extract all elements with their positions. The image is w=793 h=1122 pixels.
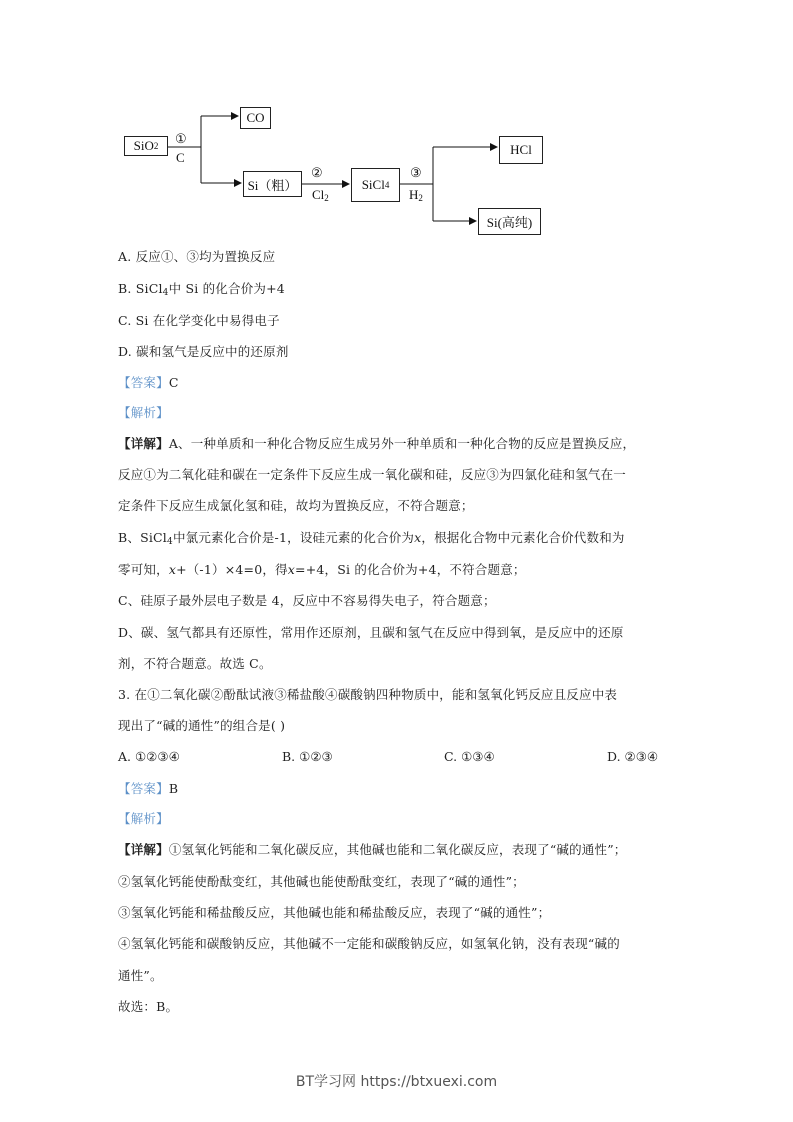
q2-b2-var1: x <box>168 562 177 577</box>
q2-analysis-label: 【解析】 <box>118 405 169 420</box>
q2-option-d: D. 碳和氢气是反应中的还原剂 <box>118 344 289 359</box>
q3-answer <box>118 781 178 797</box>
q2-b-prefix: B、SiCl <box>118 530 168 545</box>
box-si-crude <box>243 171 302 197</box>
q3-option-b: B. ①②③ <box>282 749 333 764</box>
q2-option-a: A. 反应①、③均为置换反应 <box>118 249 276 264</box>
q2-b-var: x <box>414 530 422 545</box>
q2-detail-text-1: A、一种单质和一种化合物反应生成另外一种单质和一种化合物的反应是置换反应， <box>168 436 636 451</box>
q3-option-a: A. ①②③④ <box>118 749 180 764</box>
q2-detail-label: 【详解】 <box>118 436 169 451</box>
q2-option-b-suffix: 中 Si 的化合价为+4 <box>168 281 285 296</box>
q2-b2-var2: x <box>287 562 296 577</box>
step3-reagent-sub: 2 <box>418 193 423 203</box>
q2-detail-d-line-1: D、碳、氢气都具有还原性，常用作还原剂，且碳和氢气在反应中得到氧，是反应中的还原 <box>118 625 624 640</box>
hcl-text: HCl <box>510 142 532 157</box>
q2-b-suffix: ，根据化合物中元素化合价代数和为 <box>421 530 625 545</box>
q2-detail-b-line-1 <box>118 530 625 546</box>
step2-reagent-text: Cl <box>312 187 325 202</box>
q3-answer-value: B <box>168 781 179 796</box>
box-hcl <box>499 136 543 164</box>
q3-detail-line-2: ②氢氧化钙能使酚酞变红，其他碱也能使酚酞变红，表现了“碱的通性”； <box>118 874 525 889</box>
q2-detail-line-1 <box>118 436 635 452</box>
q3-detail-line-6: 故选：B。 <box>118 999 179 1014</box>
q2-b-sub: 4 <box>167 537 173 547</box>
step1-reagent: C <box>176 150 185 165</box>
step2-reagent-sub: 2 <box>324 193 329 203</box>
si-pure-text: Si(高纯) <box>486 215 533 230</box>
step1-number: ① <box>175 131 187 146</box>
sio2-text: SiO <box>133 138 154 153</box>
step3-number: ③ <box>410 165 422 180</box>
step3-reagent <box>409 187 423 203</box>
reaction-flow-diagram <box>0 0 793 250</box>
q3-detail-line-5: 通性”。 <box>118 968 163 983</box>
q2-detail-line-2: 反应①为二氧化硅和碳在一定条件下反应生成一氧化碳和硅，反应③为四氯化硅和氢气在一 <box>118 467 627 482</box>
q2-detail-d-line-2: 剂，不符合题意。故选 C。 <box>118 656 272 671</box>
q3-answer-label: 【答案】 <box>118 781 169 796</box>
box-sicl4: SiCl 4 <box>351 168 400 202</box>
co-text: CO <box>246 110 265 125</box>
q3-option-d: D. ②③④ <box>607 749 659 764</box>
q2-option-c: C. Si 在化学变化中易得电子 <box>118 313 280 328</box>
q2-answer <box>118 375 179 391</box>
q3-detail-label: 【详解】 <box>118 842 169 857</box>
q2-detail-b-line-2 <box>118 562 526 578</box>
diagram-connectors <box>0 0 793 250</box>
q2-b2-prefix: 零可知， <box>118 562 169 577</box>
q2-option-b-sub: 4 <box>162 288 169 298</box>
si-crude-text: Si（粗） <box>247 177 298 193</box>
q2-option-b <box>118 281 285 297</box>
q3-analysis-label: 【解析】 <box>118 811 169 826</box>
box-sio2: SiO 2 <box>124 136 168 156</box>
q3-stem-line-2: 现出了“碱的通性”的组合是( ) <box>118 718 286 733</box>
q3-detail-line-4: ④氢氧化钙能和碳酸钠反应，其他碱不一定能和碳酸钠反应，如氢氧化钠，没有表现“碱的 <box>118 936 620 951</box>
q2-b2-suffix: =+4，Si 的化合价为+4，不符合题意； <box>295 562 526 577</box>
q2-b-mid: 中氯元素化合价是-1，设硅元素的化合价为 <box>172 530 415 545</box>
q3-detail-line-3: ③氢氧化钙能和稀盐酸反应，其他碱也能和稀盐酸反应，表现了“碱的通性”； <box>118 905 551 920</box>
q2-answer-label: 【答案】 <box>118 375 169 390</box>
q2-answer-value: C <box>168 375 179 390</box>
q2-detail-line-3: 定条件下反应生成氯化氢和硅，故均为置换反应，不符合题意； <box>118 498 474 513</box>
q3-stem-line-1: 3. 在①二氧化碳②酚酞试液③稀盐酸④碳酸钠四种物质中，能和氢氧化钙反应且反应中表 <box>118 687 618 702</box>
box-co <box>240 107 271 129</box>
q2-option-b-prefix: B. SiCl <box>118 281 163 296</box>
step2-number: ② <box>311 165 323 180</box>
step3-reagent-text: H <box>409 187 419 202</box>
box-si-pure <box>478 208 541 235</box>
step2-reagent <box>312 187 329 203</box>
q3-option-c: C. ①③④ <box>444 749 495 764</box>
q2-detail-c-line: C、硅原子最外层电子数是 4，反应中不容易得失电子，符合题意； <box>118 593 496 608</box>
footer-watermark: BT学习网 https://btxuexi.com <box>295 1074 498 1090</box>
q3-detail-text-1: ①氢氧化钙能和二氧化碳反应，其他碱也能和二氧化碳反应，表现了“碱的通性”； <box>168 842 627 857</box>
sicl4-text: SiCl <box>361 177 385 192</box>
q2-b2-mid: +（-1）×4=0，得 <box>176 562 288 577</box>
q3-detail-line-1 <box>118 842 627 858</box>
